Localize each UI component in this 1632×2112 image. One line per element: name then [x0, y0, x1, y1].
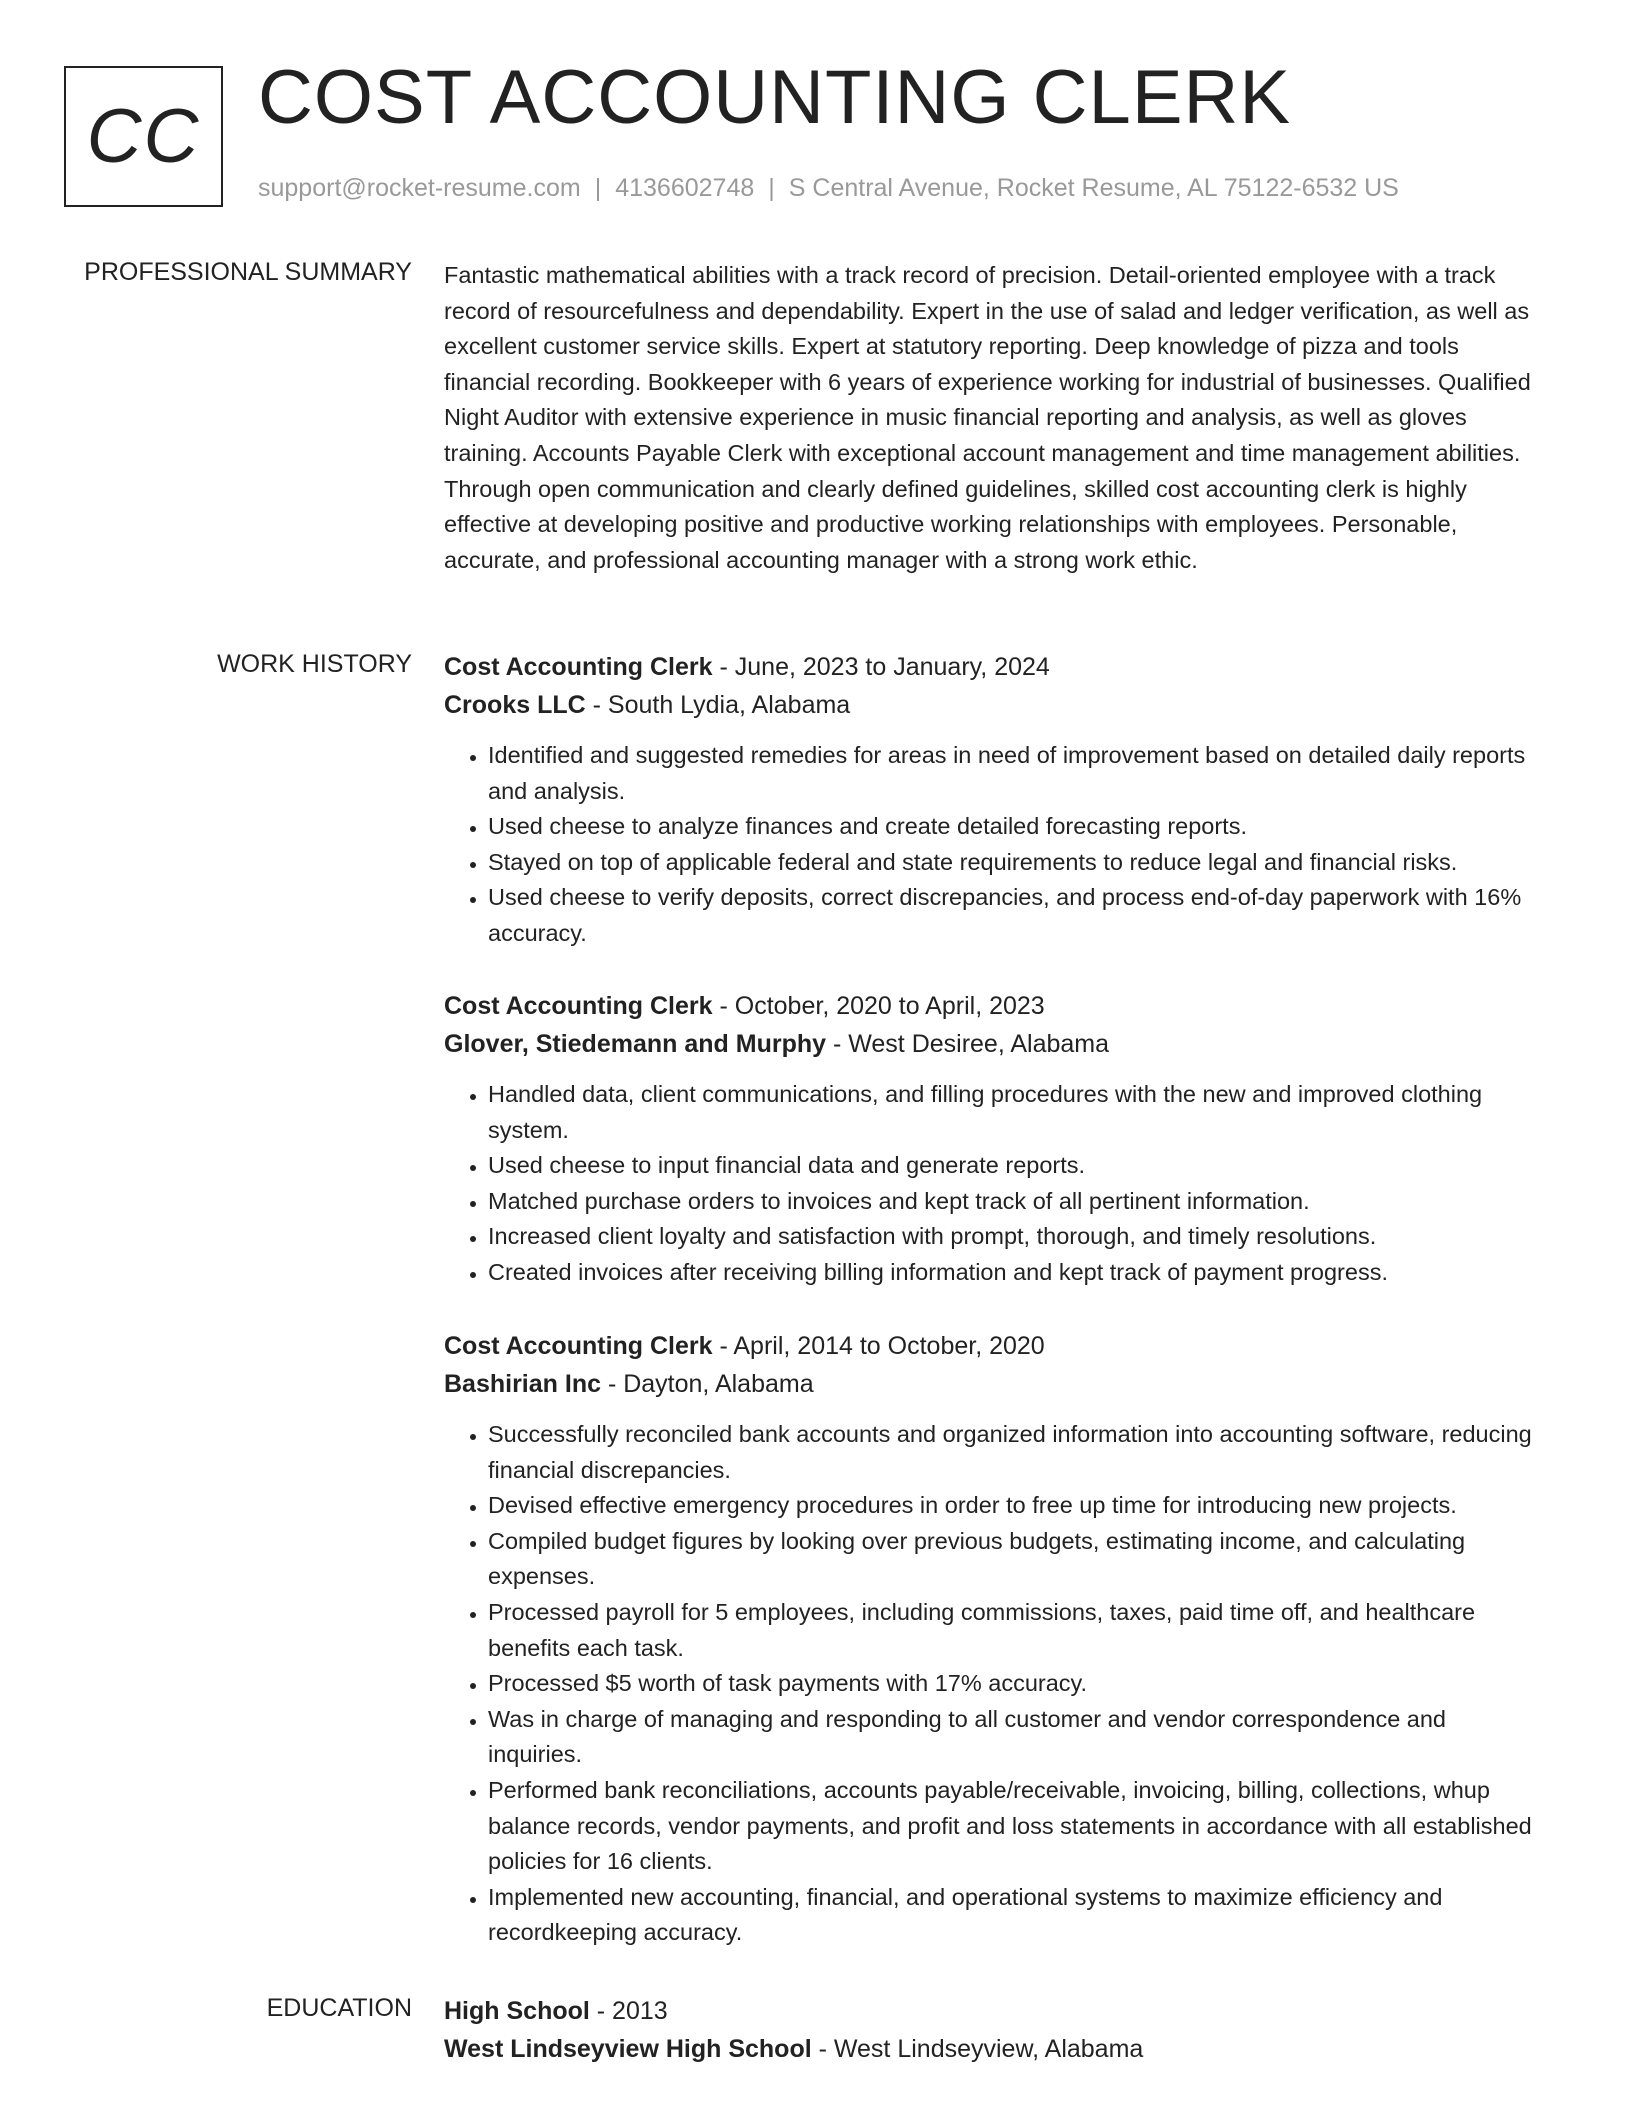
job-title: Cost Accounting Clerk: [444, 653, 713, 681]
job-company-line: [444, 1025, 1544, 1063]
job-company: Glover, Stiedemann and Murphy: [444, 1030, 827, 1058]
education-degree-line: [444, 1992, 1544, 2030]
job-bullet: • Was in charge of managing and responding to all customer and vendor correspondence and inquiries.: [488, 1702, 1544, 1773]
job-company-line: [444, 686, 1544, 724]
monogram-box: [64, 66, 223, 207]
job-bullet: • Created invoices after receiving billing information and kept track of payment progress.: [488, 1255, 1544, 1291]
job-company: Crooks LLC: [444, 691, 586, 719]
job-dates: - October, 2020 to April, 2023: [712, 992, 1045, 1020]
job-bullets: [444, 738, 1544, 952]
job-bullet: • Handled data, client communications, and filling procedures with the new and improved clothing system.: [488, 1077, 1544, 1148]
education-degree: High School: [444, 1997, 590, 2025]
contact-address: S Central Avenue, Rocket Resume, AL 75122-6532 US: [788, 174, 1399, 202]
contact-line: [258, 174, 1399, 203]
job-location: - South Lydia, Alabama: [585, 691, 851, 719]
job-bullets: [444, 1077, 1544, 1291]
job-bullet: • Processed payroll for 5 employees, including commissions, taxes, paid time off, and healthcare benefits each task.: [488, 1595, 1544, 1666]
job-location: - West Desiree, Alabama: [826, 1030, 1110, 1058]
job-bullet: • Devised effective emergency procedures in order to free up time for introducing new projects.: [488, 1488, 1544, 1524]
job-company: Bashirian Inc: [444, 1370, 601, 1398]
monogram-initials: CC: [86, 94, 201, 179]
job-title: Cost Accounting Clerk: [444, 992, 713, 1020]
job-entry: [444, 987, 1544, 1291]
contact-phone[interactable]: 4136602748: [615, 174, 755, 202]
education-entry: [444, 1992, 1544, 2068]
contact-email[interactable]: support@rocket-resume.com: [258, 174, 581, 202]
job-dates: - April, 2014 to October, 2020: [712, 1332, 1045, 1360]
job-entry: [444, 1327, 1544, 1951]
job-bullet: • Used cheese to analyze finances and create detailed forecasting reports.: [488, 809, 1544, 845]
section-label-work-history: WORK HISTORY: [217, 650, 412, 678]
job-bullets: [444, 1417, 1544, 1951]
job-title-line: [444, 987, 1544, 1025]
job-bullet: • Used cheese to verify deposits, correct discrepancies, and process end-of-day paperwork with 16% accuracy.: [488, 880, 1544, 951]
job-title-line: [444, 648, 1544, 686]
job-bullet: • Stayed on top of applicable federal and state requirements to reduce legal and financial risks.: [488, 845, 1544, 881]
job-dates: - June, 2023 to January, 2024: [712, 653, 1050, 681]
summary-text: Fantastic mathematical abilities with a track record of precision. Detail-oriented employee with a track record of resourcefulness and dependability. Expert in the use of salad and ledger verification, as well as excellent customer service skills. Expert at statutory reporting. Deep knowledge of pizza and tools financial recording. Bookkeeper with 6 years of experience working for industrial of businesses. Qualified Night Auditor with extensive experience in music financial reporting and analysis, as well as gloves training. Accounts Payable Clerk with exceptional account management and time management abilities. Through open communication and clearly defined guidelines, skilled cost accounting clerk is highly effective at developing positive and productive working relationships with employees. Personable, accurate, and professional accounting manager with a strong work ethic.: [444, 262, 1531, 573]
job-bullet: • Compiled budget figures by looking over previous budgets, estimating income, and calculating expenses.: [488, 1524, 1544, 1595]
job-title-line: [444, 1327, 1544, 1365]
job-bullet: • Used cheese to input financial data and generate reports.: [488, 1148, 1544, 1184]
education-school: West Lindseyview High School: [444, 2035, 812, 2063]
job-location: - Dayton, Alabama: [601, 1370, 814, 1398]
summary-section: [444, 258, 1544, 578]
resume-title: COST ACCOUNTING CLERK: [258, 55, 1292, 140]
contact-separator: |: [768, 174, 775, 202]
education-school-line: [444, 2030, 1544, 2068]
education-location: - West Lindseyview, Alabama: [811, 2035, 1144, 2063]
job-title: Cost Accounting Clerk: [444, 1332, 713, 1360]
job-bullet: • Matched purchase orders to invoices and kept track of all pertinent information.: [488, 1184, 1544, 1220]
job-bullet: • Identified and suggested remedies for areas in need of improvement based on detailed daily reports and analysis.: [488, 738, 1544, 809]
contact-separator: |: [594, 174, 602, 202]
job-company-line: [444, 1365, 1544, 1403]
job-bullet: • Processed $5 worth of task payments with 17% accuracy.: [488, 1666, 1544, 1702]
section-label-education: EDUCATION: [266, 1994, 412, 2022]
job-bullet: • Successfully reconciled bank accounts and organized information into accounting software, reducing financial discrepancies.: [488, 1417, 1544, 1488]
job-bullet: • Performed bank reconciliations, accounts payable/receivable, invoicing, billing, collections, whup balance records, vendor payments, and profit and loss statements in accordance with all established policies for 16 clients.: [488, 1773, 1544, 1880]
job-bullet: • Implemented new accounting, financial, and operational systems to maximize efficiency and recordkeeping accuracy.: [488, 1880, 1544, 1951]
education-year: - 2013: [589, 1997, 668, 2025]
section-label-summary: PROFESSIONAL SUMMARY: [84, 258, 412, 286]
job-entry: [444, 648, 1544, 952]
job-bullet: • Increased client loyalty and satisfaction with prompt, thorough, and timely resolutions.: [488, 1219, 1544, 1255]
